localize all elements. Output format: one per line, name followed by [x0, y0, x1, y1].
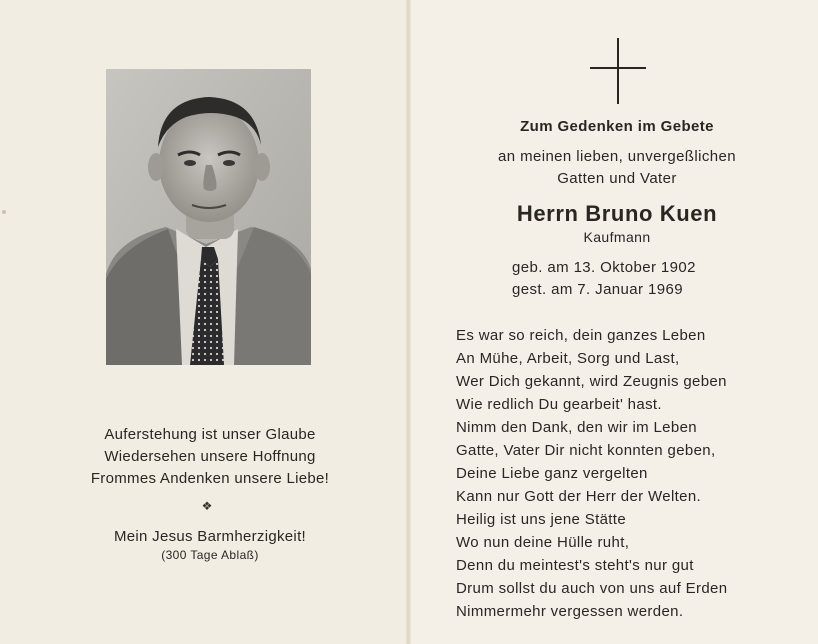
ornament-icon: ❖: [201, 499, 213, 513]
dedication-line-2: Gatten und Vater: [557, 170, 677, 187]
memorial-poem: [456, 324, 727, 623]
poem-line: Heilig ist uns jene Stätte: [456, 511, 627, 528]
card-fold: [406, 0, 411, 644]
memorial-heading: Zum Gedenken im Gebete: [520, 118, 714, 135]
deceased-name: Herrn Bruno Kuen: [516, 201, 718, 226]
verse-line: Auferstehung ist unser Glaube: [104, 426, 316, 443]
dedication-line-1: an meinen lieben, unvergeßlichen: [498, 148, 736, 165]
poem-line: Denn du meintest's steht's nur gut: [456, 557, 694, 574]
verse-line: Wiedersehen unsere Hoffnung: [104, 448, 316, 465]
poem-line: Gatte, Vater Dir nicht konnten geben,: [456, 442, 716, 459]
portrait-photo: [106, 69, 311, 365]
edge-mark: [2, 210, 6, 214]
poem-line: Wer Dich gekannt, wird Zeugnis geben: [456, 373, 727, 390]
poem-line: Es war so reich, dein ganzes Leben: [456, 327, 706, 344]
occupation: Kaufmann: [583, 229, 651, 245]
poem-line: Deine Liebe ganz vergelten: [456, 465, 648, 482]
portrait-illustration: [106, 69, 311, 365]
poem-line: Nimmermehr vergessen werden.: [456, 603, 684, 620]
life-dates: [512, 257, 696, 301]
cross-icon: [588, 38, 648, 104]
birth-date: geb. am 13. Oktober 1902: [512, 259, 696, 276]
poem-line: Nimm den Dank, den wir im Leben: [456, 419, 697, 436]
prayer-line: Mein Jesus Barmherzigkeit!: [113, 528, 307, 545]
poem-line: Wo nun deine Hülle ruht,: [456, 534, 630, 551]
poem-line: Drum sollst du auch von uns auf Erden: [456, 580, 728, 597]
left-verse: [40, 424, 380, 490]
poem-line: Wie redlich Du gearbeit' hast.: [456, 396, 662, 413]
indulgence-note: (300 Tage Ablaß): [161, 548, 259, 562]
poem-line: Kann nur Gott der Herr der Welten.: [456, 488, 702, 505]
verse-line: Frommes Andenken unsere Liebe!: [90, 470, 330, 487]
death-date: gest. am 7. Januar 1969: [512, 281, 683, 298]
poem-line: An Mühe, Arbeit, Sorg und Last,: [456, 350, 680, 367]
